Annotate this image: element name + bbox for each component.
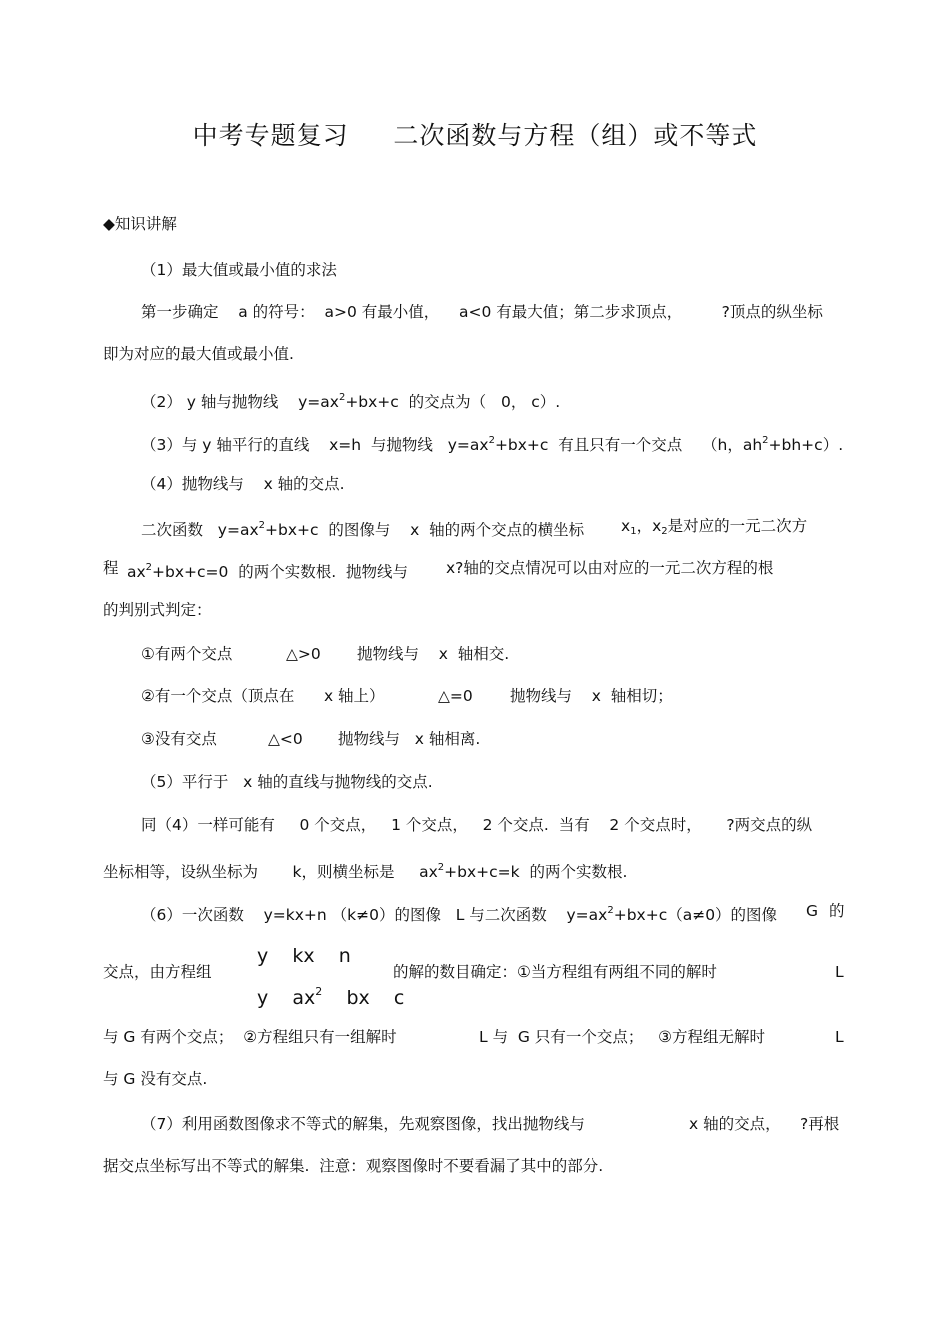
case-result: 抛物线与 x 轴相交. <box>357 645 510 663</box>
p3-post: +bh+c）. <box>768 436 844 454</box>
p4-line2-b <box>127 557 408 583</box>
section-heading: ◆知识讲解 <box>103 215 177 233</box>
roots-comma: ， <box>636 517 653 535</box>
p7-line2: 据交点坐标写出不等式的解集. 注意：观察图像时不要看漏了其中的部分. <box>103 1157 604 1175</box>
p3-line <box>141 430 843 456</box>
case-label: ①有两个交点 <box>141 645 233 663</box>
p5-line2 <box>103 857 627 883</box>
eq2-pre: y ax <box>257 987 316 1009</box>
p6-line1 <box>141 900 777 926</box>
case-label: ③没有交点 <box>141 730 217 748</box>
p5-line1: 同（4）一样可能有 0 个交点， 1 个交点， 2 个交点. 当有 2 个交点时， ?两交点的纵 <box>141 816 813 834</box>
p3-mid: +bx+c 有且只有一个交点 （h，ah <box>494 436 763 454</box>
p4-line2-b-pre: ax <box>127 563 146 581</box>
p1-line2: 即为对应的最大值或最小值. <box>103 345 294 363</box>
p4-line2-b-exp: 2 <box>145 562 153 573</box>
p4-line1-pre: 二次函数 y=ax <box>141 521 259 539</box>
p7-line1-a: （7）利用函数图像求不等式的解集，先观察图像，找出抛物线与 <box>141 1115 585 1133</box>
p6-line1-exp: 2 <box>607 905 614 916</box>
p2-line <box>141 387 560 413</box>
p2-exp: 2 <box>338 392 346 403</box>
p4-heading: （4）抛物线与 x 轴的交点. <box>141 475 345 493</box>
p4-line1 <box>141 515 584 541</box>
p3-exp: 2 <box>488 435 495 446</box>
p1-line1: 第一步确定 a 的符号： a>0 有最小值， a<0 有最大值；第二步求顶点， ?顶点的纵坐标 <box>141 303 823 321</box>
p4-line3: 的判别式判定： <box>103 601 212 619</box>
p4-line1-mid: +bx+c 的图像与 x 轴的两个交点的横坐标 <box>265 521 585 539</box>
p5-heading: （5）平行于 x 轴的直线与抛物线的交点. <box>141 773 433 791</box>
p5-line2-exp: 2 <box>437 862 445 873</box>
case-row <box>141 643 841 665</box>
page-title: 中考专题复习 二次函数与方程（组）或不等式 <box>192 121 758 150</box>
case-row <box>141 728 841 750</box>
equation-line-1: y kx n <box>257 945 351 967</box>
p2-pre: （2） y 轴与抛物线 y=ax <box>141 393 339 411</box>
p6-line2-b: 的解的数目确定：①当方程组有两组不同的解时 <box>393 963 717 981</box>
x1-symbol: x <box>621 517 631 535</box>
p4-line2-c: x?轴的交点情况可以由对应的一元二次方程的根 <box>446 559 774 577</box>
p1-heading: （1）最大值或最小值的求法 <box>141 261 337 279</box>
p7-line1-c: ?再根 <box>800 1115 840 1133</box>
p6-line2-a: 交点，由方程组 <box>103 963 212 981</box>
case-result: 抛物线与 x 轴相离. <box>338 730 481 748</box>
p3-exp2: 2 <box>762 435 769 446</box>
p4-line1-roots <box>621 515 807 543</box>
p6-line2-L: L <box>835 963 844 981</box>
p6-line1-mid: +bx+c（a≠0）的图像 <box>613 906 778 924</box>
p7-line1-b: x 轴的交点， <box>689 1115 781 1133</box>
p4-line1-exp: 2 <box>258 520 265 531</box>
p4-line2-b-post: +bx+c=0 的两个实数根. 抛物线与 <box>152 563 409 581</box>
x2-symbol: x <box>652 517 662 535</box>
equation-line-2 <box>257 979 404 1011</box>
p4-line1-post: 是对应的一元二次方 <box>667 517 808 535</box>
p6-line3-a: 与 G 有两个交点； ②方程组只有一组解时 <box>103 1028 397 1046</box>
case-label: ②有一个交点（顶点在 x 轴上） <box>141 687 385 705</box>
p3-pre: （3）与 y 轴平行的直线 x=h 与抛物线 y=ax <box>141 436 489 454</box>
x1-subscript: 1 <box>630 526 637 537</box>
case-discriminant: △>0 <box>286 645 321 663</box>
p6-line1-end: 的 <box>829 902 845 920</box>
case-row <box>141 685 841 707</box>
x2-subscript: 2 <box>661 526 668 537</box>
eq2-exp: 2 <box>315 985 323 998</box>
case-result: 抛物线与 x 轴相切； <box>510 687 673 705</box>
p6-line3-b: L 与 G 只有一个交点； ③方程组无解时 <box>479 1028 766 1046</box>
p6-line1-g: G <box>806 902 819 920</box>
p6-line4: 与 G 没有交点. <box>103 1070 208 1088</box>
p5-line2-post: +bx+c=k 的两个实数根. <box>444 863 628 881</box>
p2-post: +bx+c 的交点为（ 0， c）. <box>345 393 561 411</box>
p4-line2-a: 程 <box>103 559 119 577</box>
case-discriminant: △=0 <box>438 687 473 705</box>
eq2-post: bx c <box>322 987 405 1009</box>
case-discriminant: △<0 <box>268 730 303 748</box>
p6-line3-L: L <box>835 1028 844 1046</box>
p6-line1-pre: （6）一次函数 y=kx+n （k≠0）的图像 L 与二次函数 y=ax <box>141 906 608 924</box>
p5-line2-pre: 坐标相等，设纵坐标为 k，则横坐标是 ax <box>103 863 438 881</box>
